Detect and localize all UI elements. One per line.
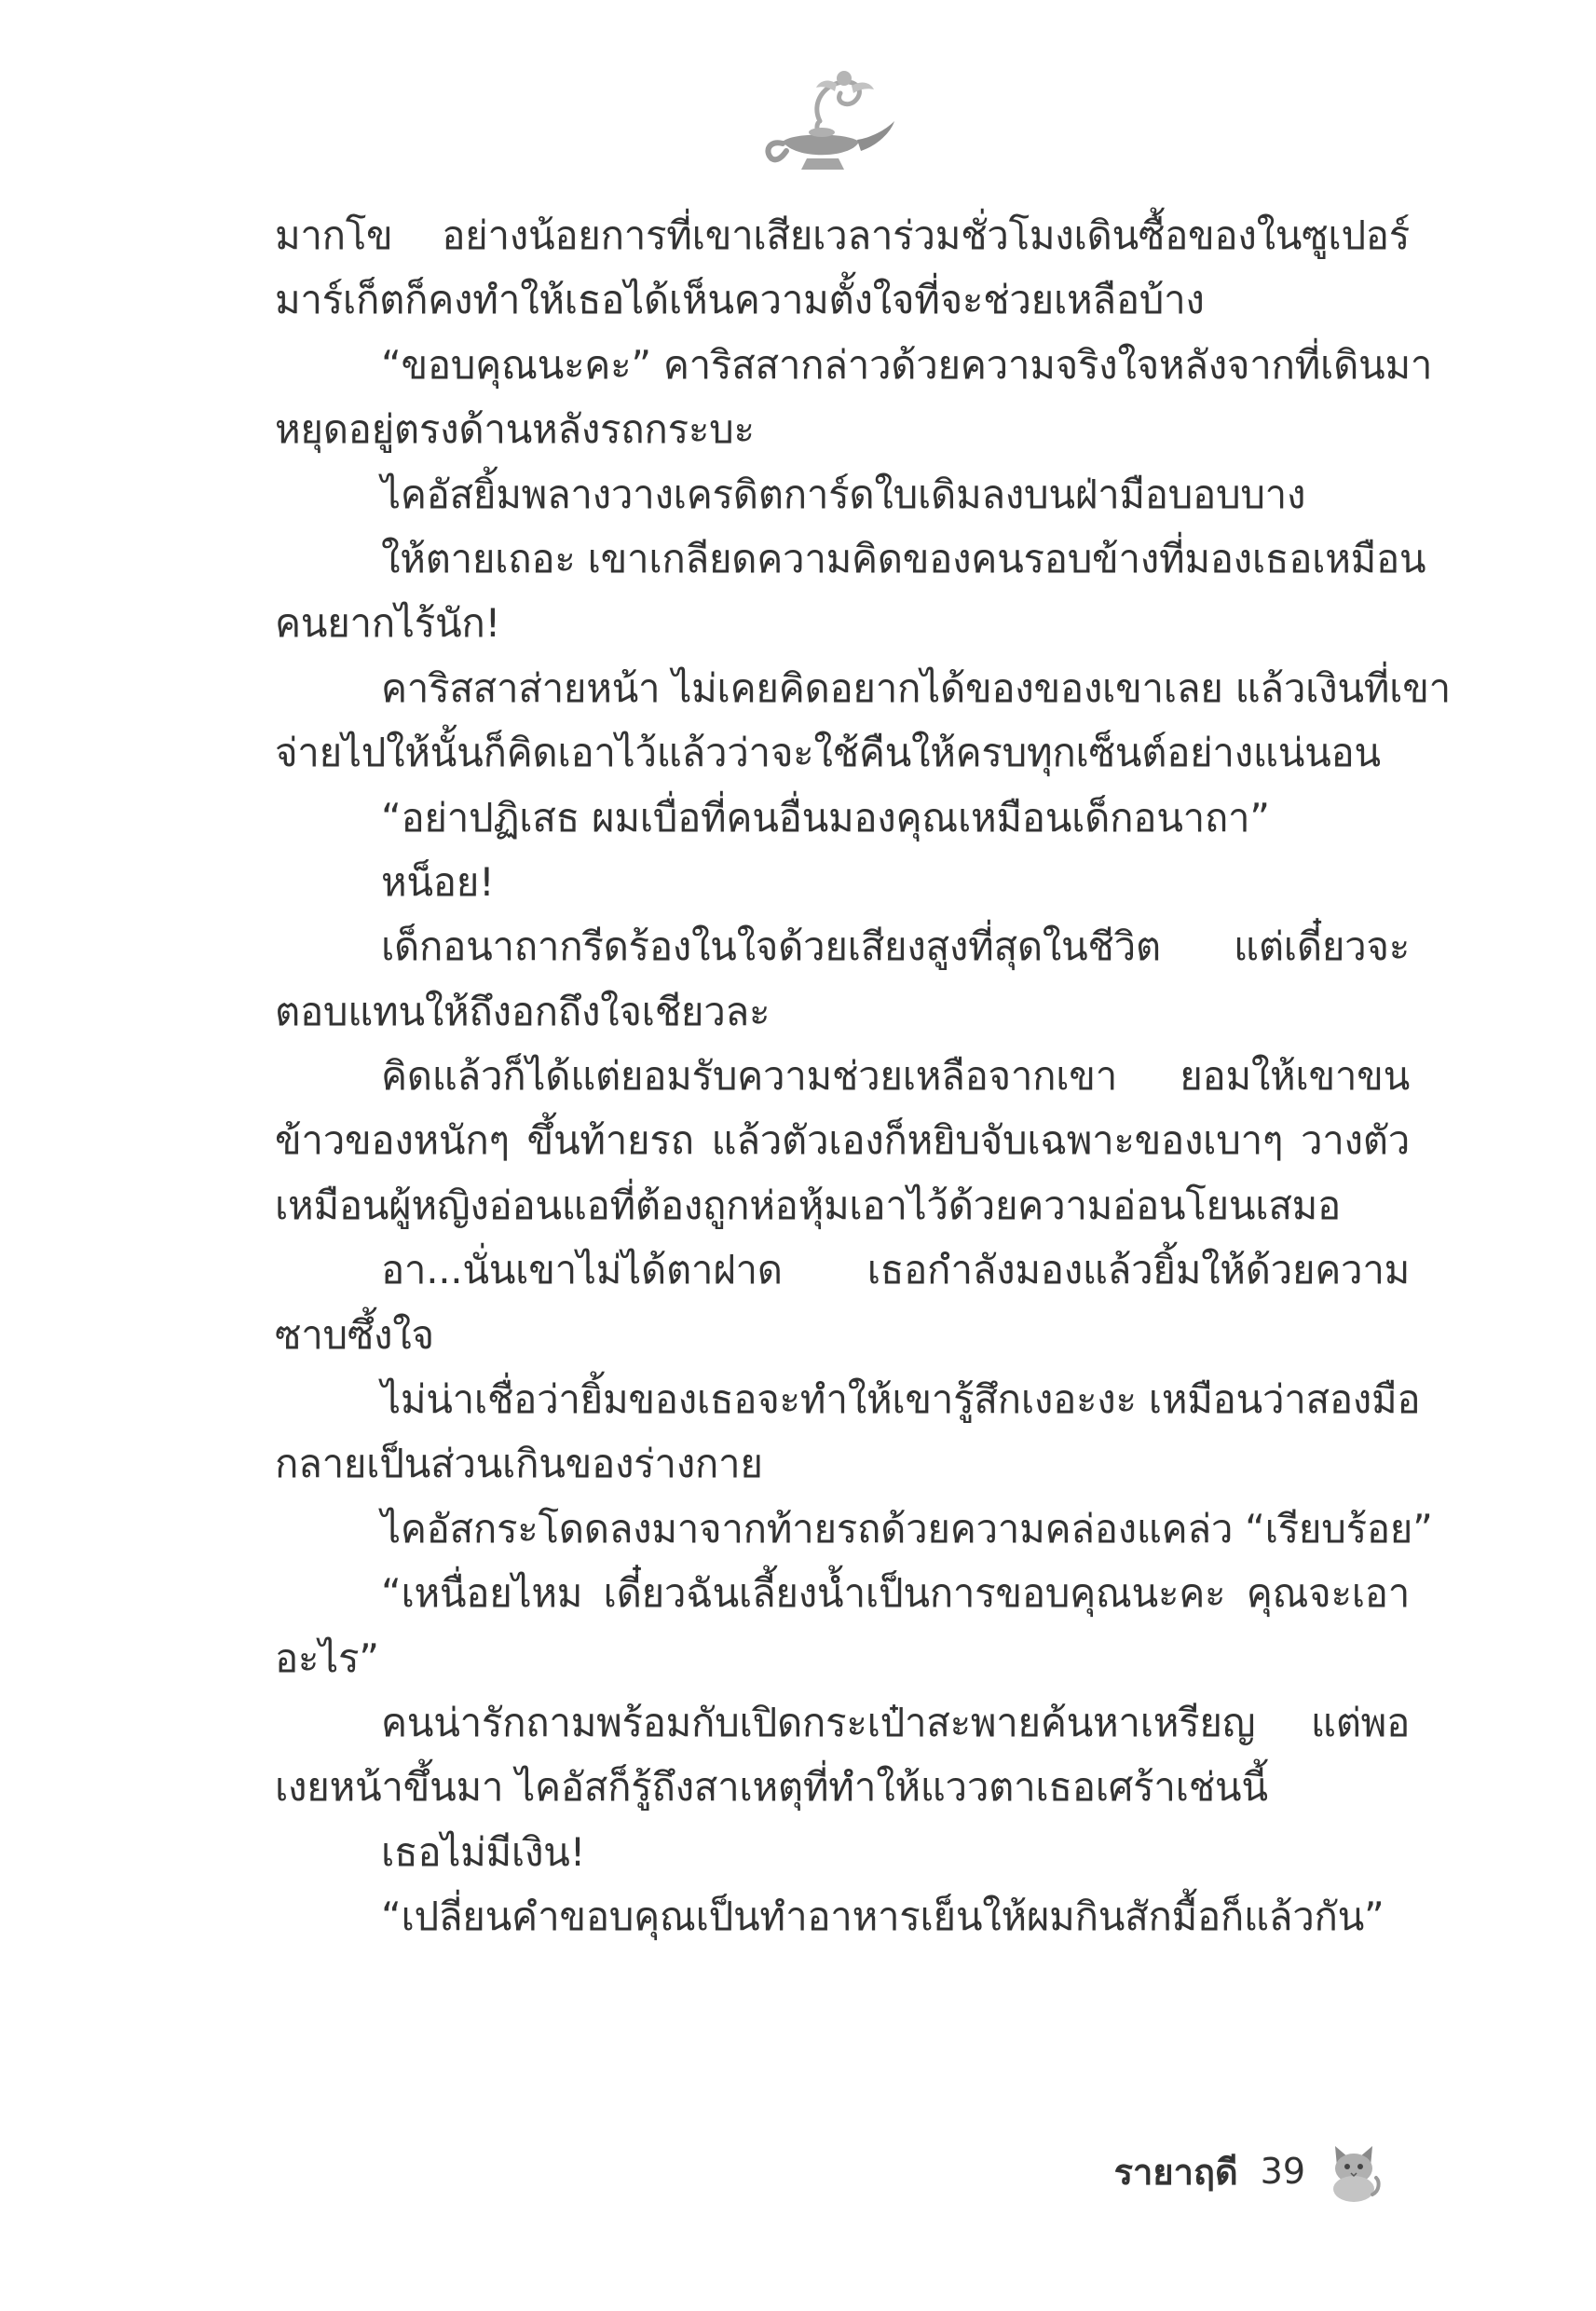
page-footer <box>1114 2134 1382 2208</box>
text-line: คาริสสาส่ายหน้า ไม่เคยคิดอยากได้ของของเขาเลย แล้วเงินที่เขา <box>381 664 1451 711</box>
text-line: “อย่าปฏิเสธ ผมเบื่อที่คนอื่นมองคุณเหมือนเด็กอนาถา” <box>381 794 1270 841</box>
text-line: “ขอบคุณนะคะ” คาริสสากล่าวด้วยความจริงใจหลังจากที่เดินมา <box>381 341 1433 388</box>
text-line: ซาบซึ้งใจ <box>275 1311 434 1358</box>
text-line: เด็กอนาถากรีดร้องในใจด้วยเสียงสูงที่สุดในชีวิต แต่เดี๋ยวจะ <box>381 923 1410 970</box>
text-line: คนยากไร้นัก! <box>275 600 501 647</box>
text-line: ไคอัสยิ้มพลางวางเครดิตการ์ดใบเดิมลงบนฝ่ามือบอบบาง <box>381 471 1306 517</box>
running-title: รายาฤดี <box>1113 2151 1238 2193</box>
text-line: ให้ตายเถอะ เขาเกลียดความคิดของคนรอบข้างที่มองเธอเหมือน <box>381 535 1426 581</box>
page-number: 39 <box>1260 2151 1305 2192</box>
text-line: เหมือนผู้หญิงอ่อนแอที่ต้องถูกห่อหุ้มเอาไว้ด้วยความอ่อนโยนเสมอ <box>275 1182 1341 1228</box>
text-line: มาร์เก็ตก็คงทำให้เธอได้เห็นความตั้งใจที่จะช่วยเหลือบ้าง <box>275 277 1205 323</box>
text-line: ไม่น่าเชื่อว่ายิ้มของเธอจะทำให้เขารู้สึกเงอะงะ เหมือนว่าสองมือ <box>381 1376 1421 1423</box>
text-line: เงยหน้าขึ้นมา ไคอัสก็รู้ถึงสาเหตุที่ทำให้แววตาเธอเศร้าเช่นนี้ <box>275 1764 1268 1811</box>
text-line: ข้าวของหนักๆ ขึ้นท้ายรถ แล้วตัวเองก็หยิบจับเฉพาะของเบาๆ วางตัว <box>275 1117 1410 1164</box>
text-line: “เหนื่อยไหม เดี๋ยวฉันเลี้ยงน้ำเป็นการขอบคุณนะคะ คุณจะเอา <box>381 1570 1410 1617</box>
text-line: อา...นั่นเขาไม่ได้ตาฝาด เธอกำลังมองแล้วยิ้มให้ด้วยความ <box>381 1247 1410 1293</box>
text-line: อะไร” <box>275 1634 379 1681</box>
text-line: “เปลี่ยนคำขอบคุณเป็นทำอาหารเย็นให้ผมกินสักมื้อก็แล้วกัน” <box>381 1894 1385 1940</box>
text-line: มากโข อย่างน้อยการที่เขาเสียเวลาร่วมชั่วโมงเดินซื้อของในซูเปอร์ <box>275 212 1410 258</box>
text-line: ตอบแทนให้ถึงอกถึงใจเชียวละ <box>275 988 771 1034</box>
text-line: จ่ายไปให้นั้นก็คิดเอาไว้แล้วว่าจะใช้คืนให้ครบทุกเซ็นต์อย่างแน่นอน <box>275 730 1381 776</box>
body-text <box>275 203 1451 1949</box>
magic-lamp-cupid-icon <box>755 65 904 186</box>
text-line: หยุดอยู่ตรงด้านหลังรถกระบะ <box>275 406 755 453</box>
text-line: ไคอัสกระโดดลงมาจากท้ายรถด้วยความคล่องแคล่ว “เรียบร้อย” <box>381 1505 1433 1552</box>
text-line: คนน่ารักถามพร้อมกับเปิดกระเป๋าสะพายค้นหาเหรียญ แต่พอ <box>381 1699 1410 1745</box>
cat-icon <box>1326 2139 1382 2204</box>
text-line: คิดแล้วก็ได้แต่ยอมรับความช่วยเหลือจากเขา ยอมให้เขาขน <box>381 1053 1410 1100</box>
text-line: กลายเป็นส่วนเกินของร่างกาย <box>275 1441 763 1487</box>
text-line: หน็อย! <box>381 858 495 905</box>
text-line: เธอไม่มีเงิน! <box>381 1828 586 1875</box>
